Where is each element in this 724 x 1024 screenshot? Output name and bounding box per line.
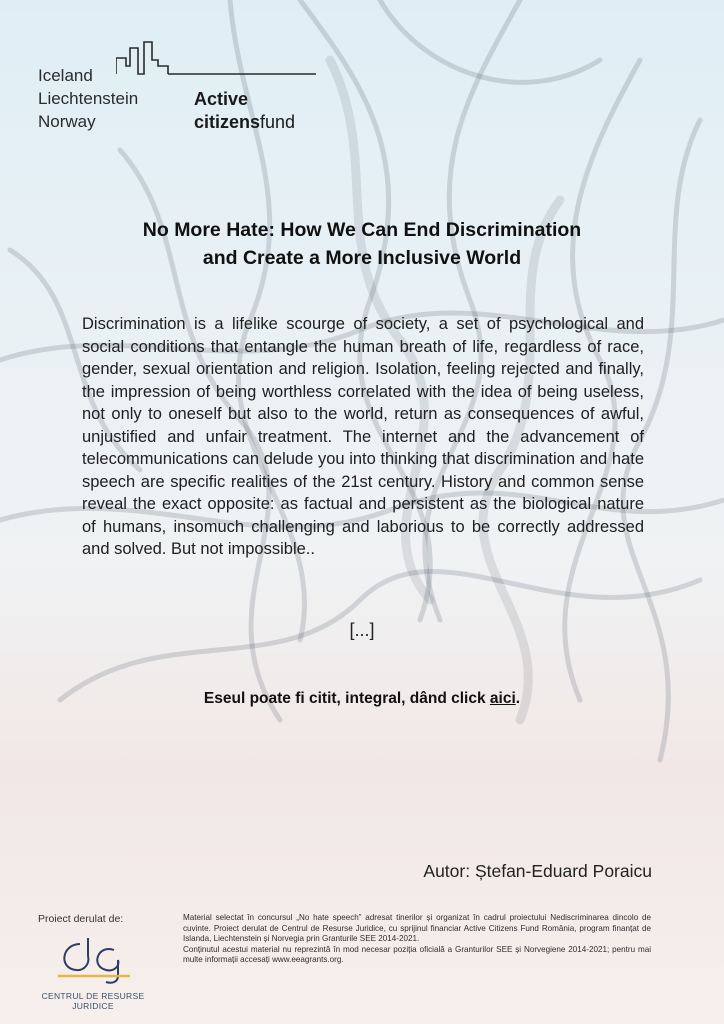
donor-countries bbox=[38, 64, 138, 133]
cta-text: Eseul poate fi citit, integral, dând click bbox=[203, 690, 490, 707]
fund-name bbox=[194, 88, 295, 134]
country-iceland: Iceland bbox=[38, 66, 93, 85]
article-title-line-2: and Create a More Inclusive World bbox=[202, 247, 522, 269]
fund-name-fund: fund bbox=[260, 112, 296, 132]
crj-emblem-icon bbox=[28, 936, 158, 988]
crj-name-line-2: JURIDICE bbox=[72, 1001, 114, 1011]
fund-name-active: Active bbox=[194, 89, 249, 109]
article-title bbox=[70, 216, 654, 272]
ellipsis-marker: [...] bbox=[349, 620, 375, 640]
funding-disclaimer bbox=[183, 913, 651, 966]
country-liechtenstein: Liechtenstein bbox=[38, 89, 139, 108]
read-full-essay-line bbox=[100, 690, 624, 708]
country-norway: Norway bbox=[38, 112, 96, 131]
article-title-line-1: No More Hate: How We Can End Discrimination bbox=[142, 219, 582, 241]
city-skyline-icon bbox=[116, 36, 356, 78]
crj-logo bbox=[28, 936, 158, 1016]
project-label: Proiect derulat de: bbox=[38, 913, 124, 925]
crj-org-name bbox=[28, 991, 158, 1011]
disclaimer-paragraph-2: Conținutul acestui material nu reprezintă în mod necesar poziția oficială a Granturilor SEE și Norvegiene 2014-2021; pentru mai multe informații accesați www.eeagrants.org. bbox=[183, 944, 651, 965]
fund-name-citizens: citizens bbox=[194, 112, 261, 132]
crj-name-line-1: CENTRUL DE RESURSE bbox=[41, 991, 145, 1001]
disclaimer-paragraph-1: Material selectat în concursul „No hate speech” adresat tinerilor și organizat în cadrul proiectului Nediscriminarea dincolo de cuvinte. Proiect derulat de Centrul de Resurse Juridice, cu sprijinul financiar Active Citizens Fund România, program finanțat de Islanda, Liechtenstein și Norvegia prin Granturile SEE 2014-2021. bbox=[183, 913, 651, 944]
article-excerpt: Discrimination is a lifelike scourge of society, a set of psychological and social conditions that entangle the human breath of life, regardless of race, gender, sexual orientation and religion. Isolation, feeling rejected and finally, the impression of being worthless correlated with the idea of being useless, not only to oneself but also to the world, return as consequences of awful, unjustified and unfair treatment. The internet and the advancement of telecommunications can delude you into thinking that discrimination and hate speech are specific realities of the 21st century. History and common sense reveal the exact opposite: as factual and persistent as the biological nature of humans, insomuch challenging and laborious to be correctly addressed and solved. But not impossible.. bbox=[82, 315, 644, 558]
author-credit: Autor: Ștefan-Eduard Poraicu bbox=[423, 861, 652, 881]
active-citizens-fund-logo bbox=[38, 36, 318, 146]
cta-period: . bbox=[515, 690, 521, 707]
read-essay-link[interactable]: aici bbox=[489, 690, 516, 707]
